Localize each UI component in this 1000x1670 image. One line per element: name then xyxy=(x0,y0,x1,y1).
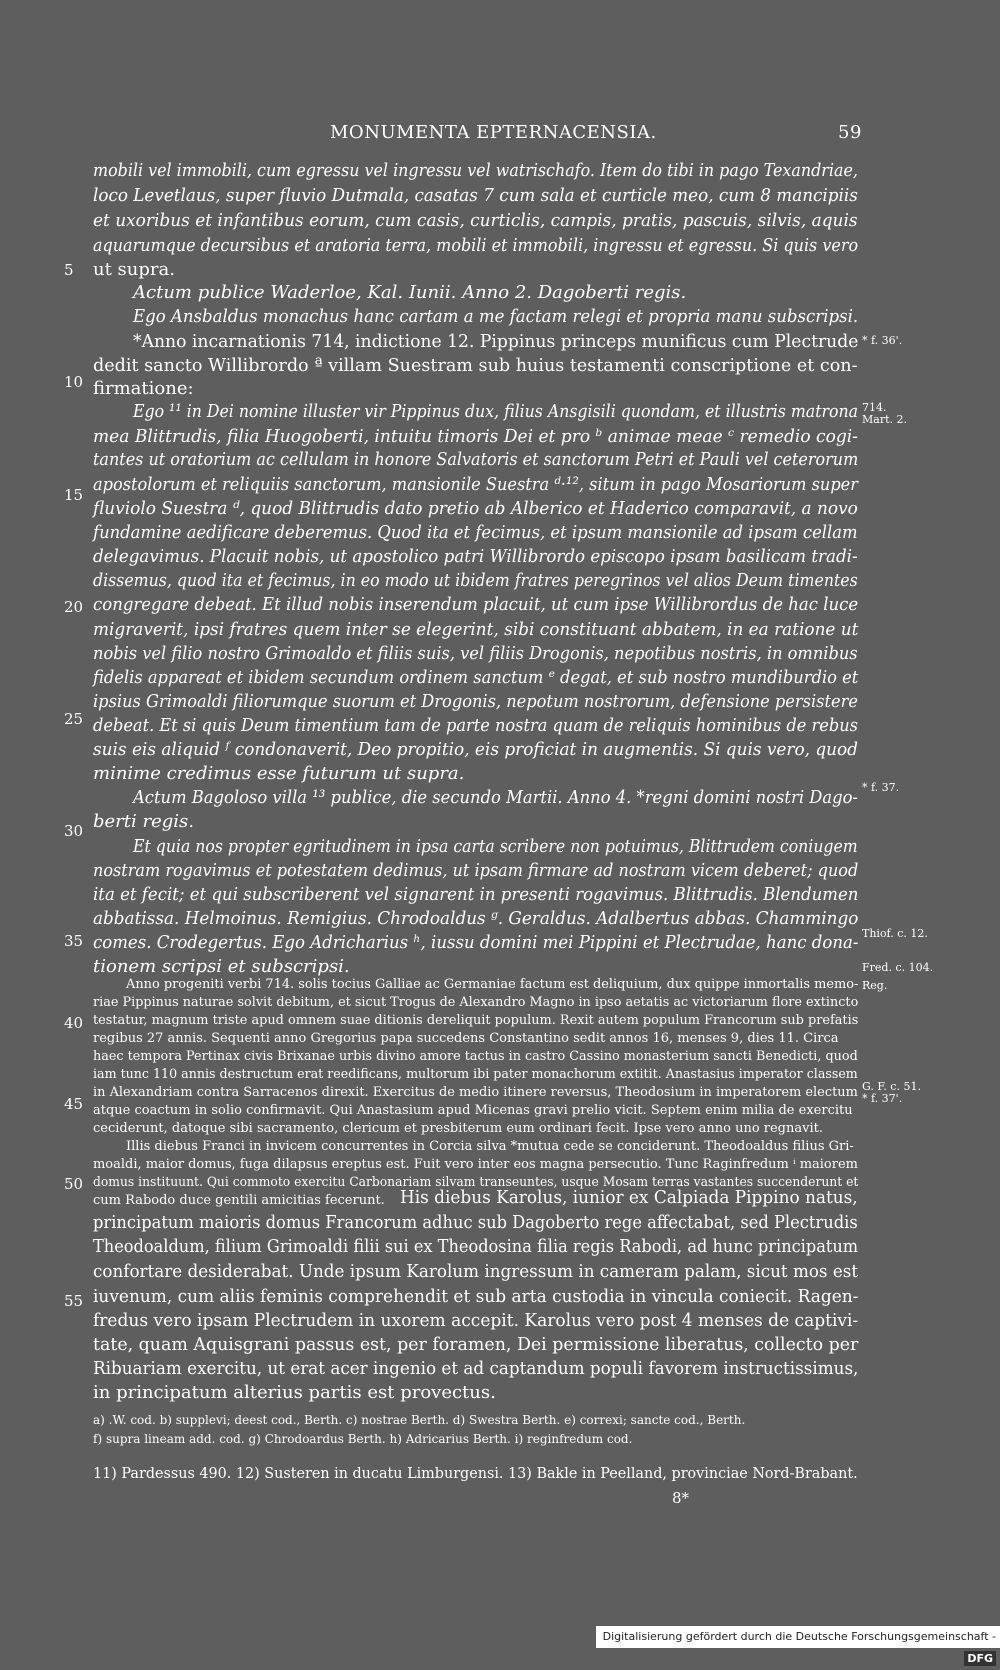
margin-note: Mart. 2. xyxy=(862,413,907,426)
line-number: 20 xyxy=(64,598,84,616)
text-line: Ego ¹¹ in Dei nomine illuster vir Pippinus dux, filius Ansgisili quondam, et illustris matrona xyxy=(133,401,859,422)
banner-text: Digitalisierung gefördert durch die Deutsche Forschungsgemeinschaft - xyxy=(602,1630,996,1643)
text-line: congregare debeat. Et illud nobis inserendum placuit, ut cum ipse Willibrordus de hac luce xyxy=(93,594,859,615)
text-line: *Anno incarnationis 714, indictione 12. Pippinus princeps munificus cum Plectrude xyxy=(133,331,859,352)
line-number: 25 xyxy=(64,710,84,728)
text-line: testatur, magnum triste apud omnem suae ditionis dereliquit populum. Rexit autem populum Francorum sub prefatis xyxy=(93,1013,859,1028)
text-line: tantes ut oratorium ac cellulam in honore Salvatoris et sanctorum Petri et Pauli vel ceterorum xyxy=(93,449,859,470)
dfg-logo: DFG xyxy=(964,1651,996,1666)
margin-note: Reg. xyxy=(862,979,888,992)
text-line: Et quia nos propter egritudinem in ipsa carta scribere non potuimus, Blittrudem coniugem xyxy=(133,836,858,857)
text-line: haec tempora Pertinax civis Brixanae urbis divino amore tactus in castro Cassino monasterium sancti Benedicti, quod xyxy=(93,1049,858,1064)
text-line: Ego Ansbaldus monachus hanc cartam a me factam relegi et propria manu subscripsi. xyxy=(133,306,859,327)
text-line: riae Pippinus naturae solvit debitum, et sicut Trogus de Alexandro Magno in ipso aetatis ac victoriarum flore extincto xyxy=(93,995,859,1010)
text-line: minime credimus esse futurum ut supra. xyxy=(93,763,465,784)
text-line: confortare desiderabat. Unde ipsum Karolum ingressum in cameram palam, sicut mos est xyxy=(93,1261,859,1282)
margin-note: * f. 37. xyxy=(862,781,900,794)
text-line: comes. Crodegertus. Ego Adricharius ʰ, iussu domini mei Pippini et Plectrudae, hanc dona- xyxy=(93,932,859,953)
text-line: berti regis. xyxy=(93,811,194,832)
text-line: atque coactum in solio confirmavit. Qui Anastasium apud Micenas gravi prelio vicit. Septem enim milia de exercitu xyxy=(93,1103,853,1118)
text-line: Illis diebus Franci in invicem concurrentes in Corcia silva *mutua cede se conciderunt. Theodoaldus filius Gri- xyxy=(126,1139,854,1154)
text-line: f) supra lineam add. cod. g) Chrodoardus Berth. h) Adricarius Berth. i) reginfredum cod. xyxy=(93,1432,633,1446)
text-line: fundamine aedificare deberemus. Quod ita et fecimus, et ipsum mansionile ad ipsam cellam xyxy=(93,522,858,543)
text-line: Anno progeniti verbi 714. solis tocius Galliae ac Germaniae factum est deliquium, dux quippe inmortalis memo- xyxy=(126,977,859,992)
text-line: migraverit, ipsi fratres quem inter se elegerint, sibi constituant abbatem, in ea ratione ut xyxy=(93,619,859,640)
text-line: ipsius Grimoaldi filiorumque suorum et Drogonis, nepotum nostrorum, defensione persistere xyxy=(93,691,858,712)
text-line: ceciderunt, datoque sibi sacramento, clericum et presbiterum eum ordinari fecit. Ipse vero anno uno regnavit. xyxy=(93,1121,823,1136)
text-line: moaldi, maior domus, fuga dilapsus ereptus est. Fuit vero inter eos magna persecutio. Tunc Raginfredum ⁱ maiorem xyxy=(93,1157,858,1172)
text-line: Ribuariam exercitu, ut erat acer ingenio et ad captandum populi favorem instructissimus, xyxy=(93,1358,859,1379)
text-line: mobili vel immobili, cum egressu vel ingressu vel watrischafo. Item do tibi in pago Texandriae, xyxy=(93,160,858,181)
text-line: principatum maioris domus Francorum adhuc sub Dagoberto rege affectabat, sed Plectrudis xyxy=(93,1212,858,1233)
margin-note: Thiof. c. 12. xyxy=(862,927,928,940)
text-line: in principatum alterius partis est provectus. xyxy=(93,1382,496,1403)
text-line: apostolorum et reliquiis sanctorum, mansionile Suestra ᵈ·¹², situm in pago Mosariorum super xyxy=(93,474,858,495)
text-line: nostram rogavimus et potestatem dedimus, ut ipsam firmare ad nostram vicem deberet; quod xyxy=(93,860,859,881)
margin-note: Fred. c. 104. xyxy=(862,961,934,974)
text-line: Actum Bagoloso villa ¹³ publice, die secundo Martii. Anno 4. *regni domini nostri Dago- xyxy=(133,787,858,808)
text-line: fidelis appareat et ibidem secundum ordinem sanctum ᵉ degat, et sub nostro mundiburdio et xyxy=(93,667,859,688)
text-line: loco Levetlaus, super fluvio Dutmala, casatas 7 cum sala et curticle meo, cum 8 mancipiis xyxy=(93,185,858,206)
text-line: iuvenum, cum aliis feminis comprehendit et sub arta custodia in vincula coniecit. Ragen- xyxy=(93,1286,859,1307)
text-line: tionem scripsi et subscripsi. xyxy=(93,956,350,977)
text-line: 11) Pardessus 490. 12) Susteren in ducatu Limburgensi. 13) Bakle in Peelland, provinciae Nord-Brabant. xyxy=(93,1464,858,1482)
text-line: ut supra. xyxy=(93,259,175,280)
text-line: fluviolo Suestra ᵈ, quod Blittrudis dato pretio ab Alberico et Haderico comparavit, a novo xyxy=(93,498,858,519)
text-line: fredus vero ipsam Plectrudem in uxorem accepit. Karolus vero post 4 menses de captivi- xyxy=(93,1310,859,1331)
page-number: 59 xyxy=(838,122,862,143)
text-line: iam tunc 110 annis destructum erat reedificans, multorum ibi pater monachorum extitit. Anastasius imperator classem xyxy=(93,1067,858,1082)
margin-note: G. F. c. 51. xyxy=(862,1080,921,1093)
text-line: debeat. Et si quis Deum timentium tam de parte nostra quam de reliquis hominibus de rebus xyxy=(93,715,858,736)
text-line: ita et fecit; et qui subscriberent vel signarent in presenti rogavimus. Blittrudis. Blendumen xyxy=(93,884,859,905)
line-number: 5 xyxy=(64,261,74,279)
text-line: a) .W. cod. b) supplevi; deest cod., Berth. c) nostrae Berth. d) Swestra Berth. e) correxi; sancte cod., Berth. xyxy=(93,1413,746,1427)
text-line: Actum publice Waderloe, Kal. Iunii. Anno 2. Dagoberti regis. xyxy=(133,282,687,303)
text-line: cum Rabodo duce gentili amicitias fecerunt. xyxy=(93,1193,385,1208)
text-line: tate, quam Aquisgrani passus est, per foramen, Dei permissione liberatus, collecto per xyxy=(93,1334,859,1355)
dfg-banner xyxy=(596,1626,1000,1665)
line-number: 15 xyxy=(64,486,84,504)
text-line: 8* xyxy=(672,1489,690,1507)
line-number: 10 xyxy=(64,373,84,391)
text-line: suis eis aliquid ᶠ condonaverit, Deo propitio, eis proficiat in augmentis. Si quis vero, quod xyxy=(93,739,858,760)
text-line: firmatione: xyxy=(93,378,194,399)
text-line: in Alexandriam contra Sarracenos direxit. Exercitus de medio itinere reversus, Theodosium in imperatorem electum xyxy=(93,1085,858,1100)
text-line: domus instituunt. Qui commoto exercitu Carbonariam silvam transeuntes, usque Mosam terras vastantes succenderunt et xyxy=(93,1175,859,1190)
margin-note: * f. 37'. xyxy=(862,1092,903,1105)
line-number: 55 xyxy=(64,1292,84,1310)
text-line: aquarumque decursibus et aratoria terra, mobili et immobili, ingressu et egressu. Si quis vero xyxy=(93,235,859,256)
text-line: abbatissa. Helmoinus. Remigius. Chrodoaldus ᵍ. Geraldus. Adalbertus abbas. Chammingo xyxy=(93,908,859,929)
running-header-title: MONUMENTA EPTERNACENSIA. xyxy=(330,122,657,143)
margin-note: * f. 36'. xyxy=(862,334,903,347)
text-line: dedit sancto Willibrordo ª villam Suestram sub huius testamenti conscriptione et con- xyxy=(93,355,858,376)
text-line: Theodoaldum, filium Grimoaldi filii sui ex Theodosina filia regis Rabodi, ad hunc principatum xyxy=(93,1236,859,1257)
text-line: mea Blittrudis, filia Huogoberti, intuitu timoris Dei et pro ᵇ animae meae ᶜ remedio cogi- xyxy=(93,426,858,447)
line-number: 35 xyxy=(64,932,84,950)
line-number: 45 xyxy=(64,1095,84,1113)
line-number: 50 xyxy=(64,1175,84,1193)
text-line: His diebus Karolus, iunior ex Calpiada Pippino natus, xyxy=(400,1187,858,1208)
line-number: 30 xyxy=(64,822,84,840)
text-line: nobis vel filio nostro Grimoaldo et filiis suis, vel filiis Drogonis, nepotibus nostris, in omnibus xyxy=(93,643,858,664)
text-line: delegavimus. Placuit nobis, ut apostolico patri Willibrordo episcopo ipsam basilicam tradi- xyxy=(93,546,858,567)
text-line: et uxoribus et infantibus eorum, cum casis, curticlis, campis, pratis, pascuis, silvis, aquis xyxy=(93,210,858,231)
margin-note: 714. xyxy=(862,401,887,414)
line-number: 40 xyxy=(64,1014,84,1032)
text-line: regibus 27 annis. Sequenti anno Gregorius papa succedens Constantino sedit annos 16, menses 9, dies 11. Circa xyxy=(93,1031,839,1046)
text-line: dissemus, quod ita et fecimus, in eo modo ut ibidem fratres peregrinos vel alios Deum timentes xyxy=(93,570,858,591)
